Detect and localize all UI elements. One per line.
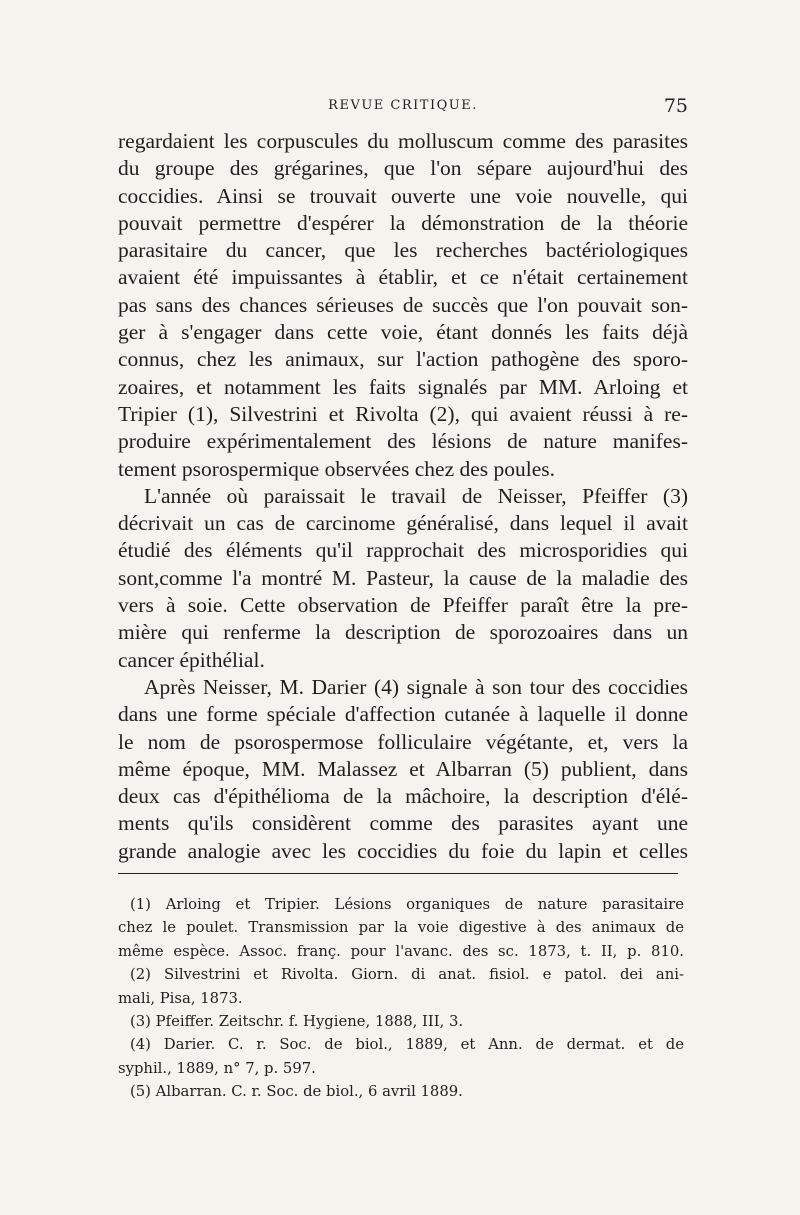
text-line: pas sans des chances sérieuses de succès que l'on pouvait son- [118,292,688,317]
running-title: REVUE CRITIQUE. [328,98,478,113]
text-line: ger à s'engager dans cette voie, étant donnés les faits déjà [118,320,688,345]
footnote-rule [118,873,678,874]
text-line: étudié des éléments qu'il rapprochait des microsporidies qui [118,538,688,563]
text-line: avaient été impuissantes à établir, et ce n'était certainement [118,265,688,290]
footnote-line: (1) Arloing et Tripier. Lésions organiques de nature parasitaire [130,896,684,913]
text-line: Tripier (1), Silvestrini et Rivolta (2), qui avaient réussi à re- [118,401,688,426]
footnote-line: mali, Pisa, 1873. [118,989,243,1007]
text-line: du groupe des grégarines, que l'on sépare aujourd'hui des [118,156,688,181]
text-line: décrivait un cas de carcinome généralisé, dans lequel il avait [118,511,688,536]
text-line: produire expérimentalement des lésions de nature manifes- [118,429,688,454]
text-line: dans une forme spéciale d'affection cutanée à laquelle il donne [118,702,688,727]
text-line: deux cas d'épithélioma de la mâchoire, la description d'élé- [118,784,688,809]
text-line: vers à soie. Cette observation de Pfeiffer paraît être la pre- [118,593,688,618]
main-text [118,128,688,865]
text-line: mière qui renferme la description de sporozoaires dans un [118,620,688,645]
footnote-line: (4) Darier. C. r. Soc. de biol., 1889, et Ann. de dermat. et de [130,1036,684,1054]
text-line: sont,comme l'a montré M. Pasteur, la cause de la maladie des [118,565,688,590]
text-line: Après Neisser, M. Darier (4) signale à son tour des coccidies [144,674,688,699]
page-number: 75 [663,95,688,117]
footnote-line: (5) Albarran. C. r. Soc. de biol., 6 avril 1889. [130,1083,463,1101]
text-line: regardaient les corpuscules du molluscum comme des parasites [118,129,688,153]
footnotes [118,893,684,1104]
text-line: L'année où paraissait le travail de Neisser, Pfeiffer (3) [144,483,688,508]
text-line: parasitaire du cancer, que les recherches bactériologiques [118,238,688,263]
footnote-line: chez le poulet. Transmission par la voie digestive à des animaux de [118,919,684,937]
text-line: connus, chez les animaux, sur l'action pathogène des sporo- [118,347,688,372]
text-line: cancer épithélial. [118,647,265,672]
text-line: coccidies. Ainsi se trouvait ouverte une voie nouvelle, qui [118,183,688,208]
page-header [118,95,688,122]
footnote-line: (2) Silvestrini et Rivolta. Giorn. di anat. fisiol. e patol. dei ani- [130,966,684,984]
text-line: le nom de psorospermose folliculaire végétante, et, vers la [118,729,688,754]
footnote-line: même espèce. Assoc. franç. pour l'avanc. des sc. 1873, t. II, p. 810. [118,942,684,960]
text-line: grande analogie avec les coccidies du foie du lapin et celles [118,838,688,863]
text-line: pouvait permettre d'espérer la démonstration de la théorie [118,210,688,235]
text-line: tement psorospermique observées chez des poules. [118,456,556,481]
footnote-line: (3) Pfeiffer. Zeitschr. f. Hygiene, 1888, III, 3. [130,1013,464,1031]
text-line: ments qu'ils considèrent comme des parasites ayant une [118,811,688,836]
text-line: même époque, MM. Malassez et Albarran (5) publient, dans [118,756,688,781]
footnote-line: syphil., 1889, n° 7, p. 597. [118,1059,316,1077]
text-line: zoaires, et notamment les faits signalés par MM. Arloing et [118,374,688,399]
